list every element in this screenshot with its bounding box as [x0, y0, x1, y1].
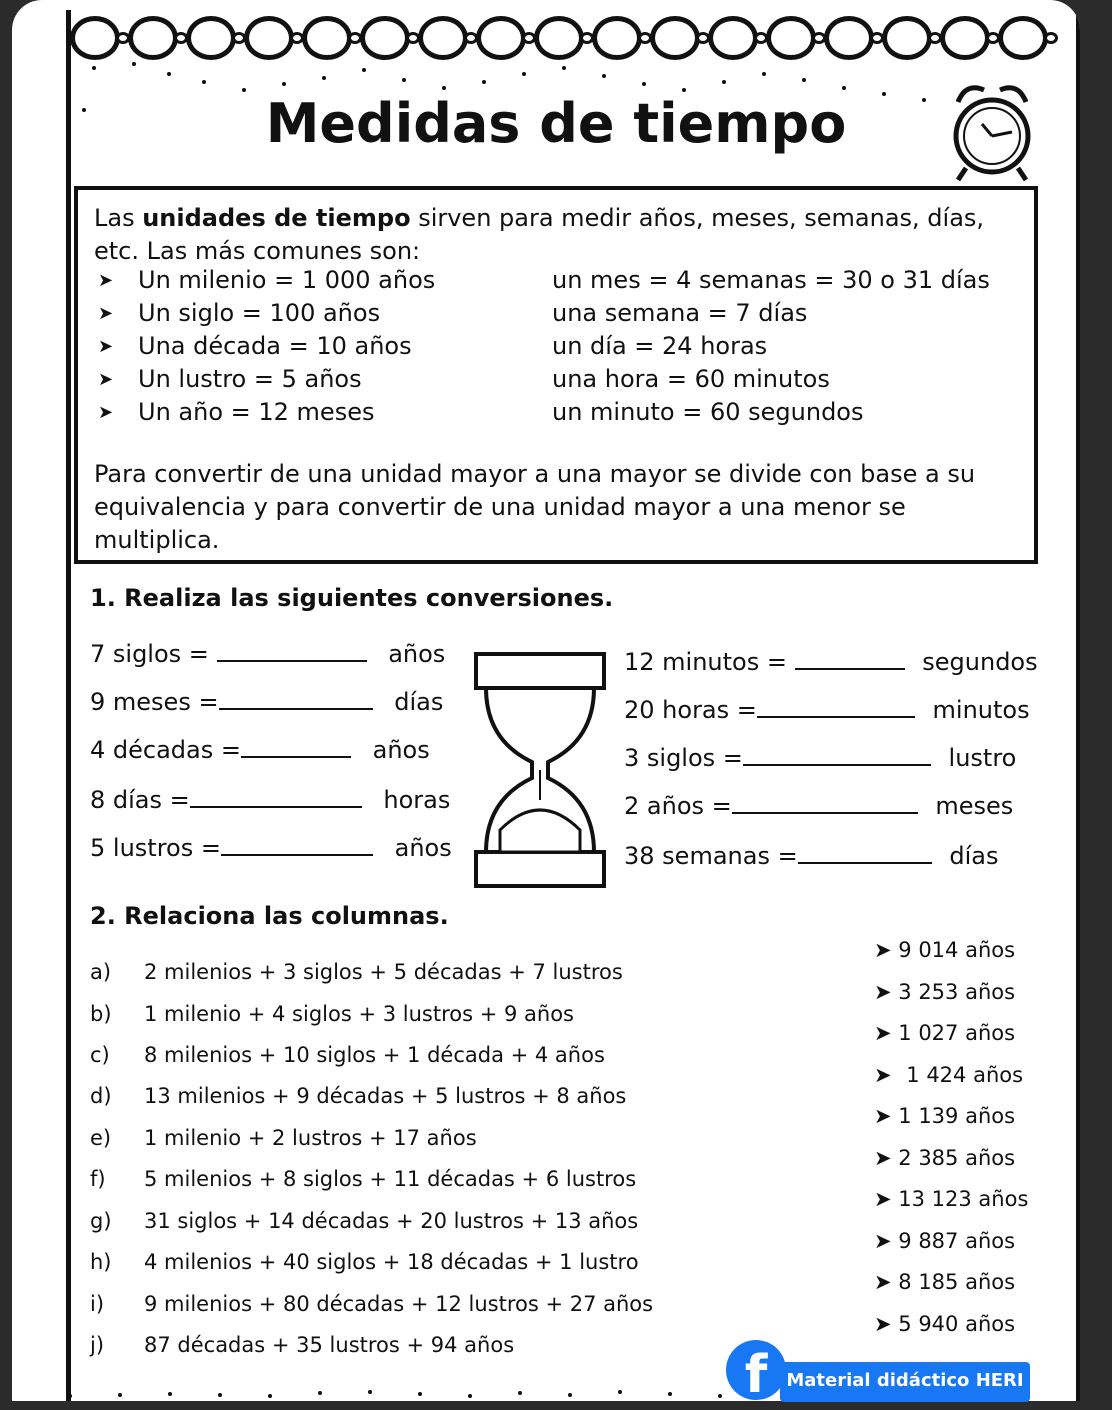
conversion-question: 2 años =: [624, 792, 732, 820]
option-text: 8 185 años: [898, 1270, 1016, 1294]
match-option[interactable]: [874, 980, 1015, 1004]
conversion-question: 38 semanas =: [624, 842, 798, 870]
item-text: 1 milenio + 4 siglos + 3 lustros + 9 años: [144, 1002, 574, 1026]
conversion-unit: lustro: [948, 744, 1017, 772]
alarm-clock-icon: [944, 76, 1040, 184]
equivalence-right: una semana = 7 días: [552, 299, 808, 327]
match-item[interactable]: [90, 1209, 639, 1233]
equivalence-right: una hora = 60 minutos: [552, 365, 830, 393]
option-text: 9 887 años: [898, 1229, 1016, 1253]
conversion-question: 3 siglos =: [624, 744, 743, 772]
answer-blank[interactable]: [743, 744, 931, 766]
equivalence-left: Un siglo = 100 años: [138, 299, 381, 327]
conversion-right: [624, 696, 1030, 724]
intro-text: [94, 202, 1034, 268]
item-letter: j): [90, 1333, 105, 1357]
option-text: 1 424 años: [906, 1063, 1024, 1087]
answer-blank[interactable]: [221, 834, 373, 856]
match-item[interactable]: [90, 1292, 654, 1316]
conversion-unit: minutos: [932, 696, 1030, 724]
match-item[interactable]: [90, 960, 623, 984]
arrow-icon: ➤: [874, 1312, 899, 1336]
page-title: Medidas de tiempo: [265, 92, 847, 155]
equivalence-left: Un milenio = 1 000 años: [138, 266, 436, 294]
conversion-unit: años: [388, 640, 446, 668]
item-text: 5 milenios + 8 siglos + 11 décadas + 6 lustros: [144, 1167, 637, 1191]
equivalence-right: un mes = 4 semanas = 30 o 31 días: [552, 266, 990, 294]
conversion-unit: meses: [935, 792, 1014, 820]
item-letter: c): [90, 1043, 110, 1067]
arrow-icon: ➤: [874, 980, 899, 1004]
option-text: 1 027 años: [898, 1021, 1016, 1045]
item-text: 8 milenios + 10 siglos + 1 década + 4 años: [144, 1043, 605, 1067]
match-item[interactable]: [90, 1126, 477, 1150]
arrow-icon: ➤: [874, 1187, 899, 1211]
item-text: 9 milenios + 80 décadas + 12 lustros + 27 años: [144, 1292, 654, 1316]
item-text: 87 décadas + 35 lustros + 94 años: [144, 1333, 515, 1357]
item-letter: f): [90, 1167, 106, 1191]
arrow-icon: ➤: [98, 402, 114, 423]
answer-blank[interactable]: [732, 792, 918, 814]
arrow-icon: ➤: [98, 303, 114, 324]
conversion-unit: días: [394, 688, 444, 716]
conversion-question: 8 días =: [90, 786, 190, 814]
match-item[interactable]: [90, 1250, 639, 1274]
option-text: 1 139 años: [898, 1104, 1016, 1128]
answer-blank[interactable]: [798, 842, 932, 864]
match-item[interactable]: [90, 1084, 627, 1108]
option-text: 13 123 años: [898, 1187, 1029, 1211]
conversion-right: [624, 792, 1013, 820]
match-option[interactable]: [874, 1187, 1028, 1211]
item-letter: d): [90, 1084, 112, 1108]
item-letter: g): [90, 1209, 112, 1233]
answer-blank[interactable]: [219, 688, 373, 710]
conversion-right: [624, 842, 998, 870]
arrow-icon: ➤: [874, 938, 899, 962]
arrow-icon: ➤: [98, 369, 114, 390]
match-option[interactable]: [874, 1312, 1015, 1336]
equivalence-right: un minuto = 60 segundos: [552, 398, 864, 426]
match-option[interactable]: [874, 1270, 1015, 1294]
conversion-unit: segundos: [922, 648, 1038, 676]
arrow-icon: ➤: [98, 336, 114, 357]
dotted-footer-decoration: [60, 1386, 760, 1400]
conversion-question: 7 siglos =: [90, 640, 209, 668]
conversion-left: [90, 834, 452, 862]
facebook-logo-icon[interactable]: f: [726, 1340, 786, 1400]
arrow-icon: ➤: [874, 1146, 899, 1170]
intro-post: sirven para medir años, meses, semanas, días, etc. Las más comunes son:: [94, 204, 985, 265]
answer-blank[interactable]: [241, 736, 351, 758]
option-text: 9 014 años: [898, 938, 1016, 962]
section2-heading: 2. Relaciona las columnas.: [90, 902, 449, 930]
item-text: 1 milenio + 2 lustros + 17 años: [144, 1126, 477, 1150]
match-option[interactable]: [874, 1021, 1015, 1045]
item-text: 31 siglos + 14 décadas + 20 lustros + 13 años: [144, 1209, 639, 1233]
item-letter: e): [90, 1126, 112, 1150]
arrow-icon: ➤: [874, 1229, 899, 1253]
arrow-icon: ➤: [874, 1063, 899, 1087]
hourglass-icon: [470, 650, 610, 890]
match-item[interactable]: [90, 1002, 574, 1026]
chain-border-decoration: [70, 12, 1070, 64]
option-text: 5 940 años: [898, 1312, 1016, 1336]
answer-blank[interactable]: [217, 640, 367, 662]
match-item[interactable]: [90, 1167, 637, 1191]
item-letter: a): [90, 960, 112, 984]
item-letter: i): [90, 1292, 105, 1316]
answer-blank[interactable]: [795, 648, 905, 670]
conversion-question: 12 minutos =: [624, 648, 787, 676]
match-option[interactable]: [874, 1104, 1015, 1128]
match-option[interactable]: [874, 938, 1015, 962]
arrow-icon: ➤: [874, 1021, 899, 1045]
brand-label[interactable]: Material didáctico HERI: [780, 1362, 1030, 1402]
conversion-unit: años: [372, 736, 430, 764]
item-letter: b): [90, 1002, 112, 1026]
conversion-unit: horas: [383, 786, 451, 814]
match-item[interactable]: [90, 1043, 605, 1067]
option-text: 2 385 años: [898, 1146, 1016, 1170]
conversion-right: [624, 744, 1016, 772]
option-text: 3 253 años: [898, 980, 1016, 1004]
intro-bold: unidades de tiempo: [142, 204, 411, 232]
arrow-icon: ➤: [874, 1104, 899, 1128]
equivalence-left: Un lustro = 5 años: [138, 365, 362, 393]
conversion-left: [90, 786, 450, 814]
match-option[interactable]: [874, 1146, 1015, 1170]
equivalence-right: un día = 24 horas: [552, 332, 768, 360]
item-text: 2 milenios + 3 siglos + 5 décadas + 7 lustros: [144, 960, 623, 984]
conversion-right: [624, 648, 1038, 676]
conversion-question: 9 meses =: [90, 688, 219, 716]
conversion-left: [90, 688, 443, 716]
conversion-unit: años: [394, 834, 452, 862]
arrow-icon: ➤: [98, 270, 114, 291]
conversion-left: [90, 736, 430, 764]
rule-text: Para convertir de una unidad mayor a una mayor se divide con base a su equivalencia y para convertir de una unidad mayor a una menor se multiplica.: [94, 460, 976, 554]
section1-heading: 1. Realiza las siguientes conversiones.: [90, 584, 614, 612]
item-text: 4 milenios + 40 siglos + 18 décadas + 1 lustro: [144, 1250, 639, 1274]
conversion-question: 4 décadas =: [90, 736, 241, 764]
info-box: [74, 186, 1038, 564]
answer-blank[interactable]: [757, 696, 915, 718]
answer-blank[interactable]: [190, 786, 362, 808]
item-text: 13 milenios + 9 décadas + 5 lustros + 8 años: [144, 1084, 627, 1108]
item-letter: h): [90, 1250, 112, 1274]
conversion-question: 5 lustros =: [90, 834, 221, 862]
match-item[interactable]: [90, 1333, 515, 1357]
conversion-question: 20 horas =: [624, 696, 757, 724]
arrow-icon: ➤: [874, 1270, 899, 1294]
match-option[interactable]: [874, 1229, 1015, 1253]
match-option[interactable]: [874, 1063, 1023, 1087]
equivalence-left: Una década = 10 años: [138, 332, 412, 360]
conversion-left: [90, 640, 445, 668]
equivalence-left: Un año = 12 meses: [138, 398, 375, 426]
intro-pre: Las: [94, 204, 143, 232]
conversion-unit: días: [949, 842, 999, 870]
